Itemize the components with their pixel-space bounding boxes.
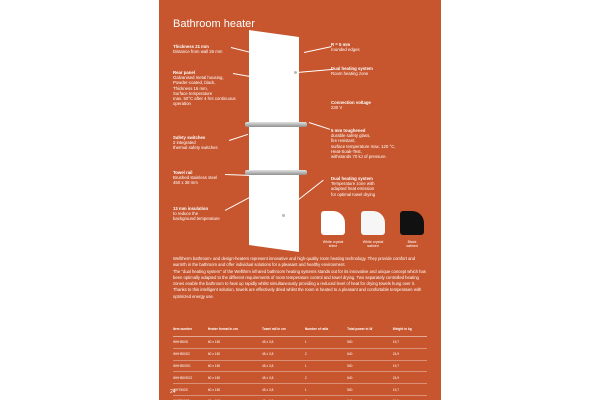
- column-header: Weight in kg: [393, 327, 427, 337]
- table-cell: WHH500SG2: [173, 372, 208, 384]
- swatch-label: [356, 240, 390, 249]
- annotation-heading: Rear panel: [173, 70, 195, 75]
- annotation-heading: 5 mm toughened: [331, 128, 366, 133]
- annotation-line: for optimal towel drying: [331, 191, 376, 197]
- annotation-heading: R = 5 mm: [331, 42, 351, 47]
- annotation-radius: [331, 42, 411, 52]
- annotation-voltage: [331, 100, 411, 110]
- annotation-dual-heating-room: [331, 66, 411, 76]
- table-cell: 2: [305, 372, 347, 384]
- table-cell: 45 x 3,8: [262, 337, 305, 349]
- table-cell: 500: [347, 360, 393, 372]
- annotation-line: max. 50°C after 4 hrs continuous: [173, 96, 236, 102]
- table-cell: WHT500S: [173, 384, 208, 396]
- annotation-line: to reduce the: [173, 211, 199, 217]
- table-cell: 45 x 3,8: [262, 372, 305, 384]
- swatch-label-line: White crystal: [322, 240, 344, 244]
- table-cell: 1: [305, 337, 347, 349]
- annotation-thickness: [173, 44, 245, 54]
- annotation-line: Heat-Soak-Test,: [331, 148, 362, 154]
- annotation-dual-heating-towel: [331, 176, 423, 197]
- table-header-row: [173, 327, 427, 337]
- annotation-heading: Thickness 21 mm: [173, 44, 209, 49]
- table-row: [173, 384, 427, 396]
- table-cell: WHT500S2: [173, 395, 208, 407]
- table-cell: 640: [347, 348, 393, 360]
- towel-rail-upper: [245, 122, 307, 127]
- swatch-white-crystal-shine: [321, 211, 345, 235]
- annotation-towel-rail: [173, 170, 245, 186]
- annotation-heading: 13 mm insulation: [173, 206, 209, 211]
- towel-rail-lower: [245, 170, 307, 175]
- table-cell: 1: [305, 384, 347, 396]
- table-row: [173, 337, 427, 349]
- annotation-line: durable safety glass,: [331, 133, 371, 139]
- swatch-label-line: satined: [367, 244, 379, 249]
- leader-line: [297, 69, 333, 73]
- table-cell: 500: [347, 384, 393, 396]
- annotation-line: Galvanised metal housing,: [173, 75, 224, 81]
- column-header: Item number: [173, 327, 208, 337]
- table-cell: WHH500S2: [173, 348, 208, 360]
- annotation-line: Thickness 16 mm,: [173, 85, 208, 91]
- table-cell: 2: [305, 348, 347, 360]
- table-cell: 640: [347, 372, 393, 384]
- annotation-line: operation: [173, 101, 191, 107]
- table-cell: 60 x 150: [208, 384, 262, 396]
- table-cell: 19,7: [393, 337, 427, 349]
- annotation-heading: Dual heating system: [331, 176, 373, 181]
- table-cell: 2: [305, 395, 347, 407]
- paragraph: Welltherm bathroom- and design-heaters represent innovative and high-quality room heating technology. They provide comfort and warmth in the bathroom and offer individual solutions for a pleasant and healthy environment.: [173, 256, 416, 268]
- annotation-line: Brushed stainless steel: [173, 175, 218, 181]
- table-cell: 640: [347, 395, 393, 407]
- table-cell: 45 x 3,8: [262, 360, 305, 372]
- swatch-label-line: Black: [407, 240, 417, 244]
- description-text: [173, 256, 427, 301]
- swatch-label-line: shine: [328, 244, 338, 249]
- swatch-white-crystal-satined: [361, 211, 385, 235]
- heater-panel: [249, 30, 299, 252]
- specs-table: [173, 327, 427, 408]
- annotation-line: Surface temperature: [173, 90, 213, 96]
- table-cell: 24,9: [393, 348, 427, 360]
- annotation-heading: Connection voltage: [331, 100, 371, 105]
- paragraph: The "dual heating system" of the Wellthrm infrared bathroom heating systems stands out for its innovative and unique concept which has been optimally adapted to the different requirements of room temperature control and towel drying. Two separately controlled heating zones enable the bathroom to heat up rapidly whilst simultaneously providing a reduced level of heat for drying towels hung over it. Thanks to this intelligent solution, towels are effectively dried whilst the room is heated to a pleasant and comfortable temperature with optimized energy use.: [173, 269, 426, 299]
- page-title: Bathroom heater: [173, 18, 255, 30]
- table-cell: 60 x 150: [208, 395, 262, 407]
- marker-dot: [282, 214, 285, 217]
- annotation-line: 230 V: [331, 105, 343, 111]
- table-cell: 60 x 150: [208, 372, 262, 384]
- annotation-insulation: [173, 206, 245, 222]
- annotation-line: background temperature: [173, 216, 220, 222]
- table-cell: 60 x 150: [208, 360, 262, 372]
- column-header: Total power in W: [347, 327, 393, 337]
- annotation-heading: Dual heating system: [331, 66, 373, 71]
- table-cell: WHH500S: [173, 337, 208, 349]
- annotation-line: thermal safety switches: [173, 145, 218, 151]
- table-cell: 60 x 150: [208, 348, 262, 360]
- annotation-line: 450 x 38 mm: [173, 180, 198, 186]
- table-row: [173, 360, 427, 372]
- table-cell: 45 x 3,8: [262, 384, 305, 396]
- table-cell: 24,9: [393, 395, 427, 407]
- brochure-page: [159, 0, 441, 404]
- annotation-line: 2 integrated: [173, 140, 196, 146]
- annotation-glass: [331, 128, 423, 159]
- annotation-heading: Towel rail: [173, 170, 193, 175]
- annotation-rear-panel: [173, 70, 249, 106]
- column-header: Number of rails: [305, 327, 347, 337]
- table-cell: 24,9: [393, 372, 427, 384]
- table-cell: 19,7: [393, 360, 427, 372]
- leader-line: [309, 122, 330, 129]
- table-row: [173, 372, 427, 384]
- annotation-line: withstands 70 kJ of pressure.: [331, 154, 387, 160]
- table-row: [173, 395, 427, 407]
- annotation-line: Room heating zone: [331, 71, 369, 77]
- annotation-line: Distance from wall 26 mm: [173, 49, 223, 55]
- swatch-label: [316, 240, 350, 249]
- annotation-line: Temperature zone with: [331, 181, 375, 187]
- table-cell: 1: [305, 360, 347, 372]
- column-header: Heater format in cm: [208, 327, 262, 337]
- table-row: [173, 348, 427, 360]
- swatch-black-satined: [400, 211, 424, 235]
- swatch-label-line: satined: [406, 244, 418, 249]
- swatch-label-line: White crystal: [362, 240, 384, 244]
- table-cell: 45 x 3,8: [262, 395, 305, 407]
- annotation-line: rounded edges: [331, 47, 360, 53]
- annotation-line: surface temperature max. 120 °C,: [331, 143, 396, 149]
- annotation-line: Powder-coated, black,: [173, 80, 216, 86]
- annotation-line: fire resistant,: [331, 138, 356, 144]
- page-number: 24: [170, 389, 176, 395]
- table-cell: 500: [347, 337, 393, 349]
- table-cell: 19,7: [393, 384, 427, 396]
- leader-line: [304, 46, 332, 52]
- swatch-label: [395, 240, 429, 249]
- table-cell: WHH500SG: [173, 360, 208, 372]
- table-cell: 60 x 150: [208, 337, 262, 349]
- annotation-heading: Safety switches: [173, 135, 206, 140]
- column-header: Towel rail in cm: [262, 327, 305, 337]
- table-cell: 45 x 3,8: [262, 348, 305, 360]
- annotation-line: adapted heat emission: [331, 186, 375, 192]
